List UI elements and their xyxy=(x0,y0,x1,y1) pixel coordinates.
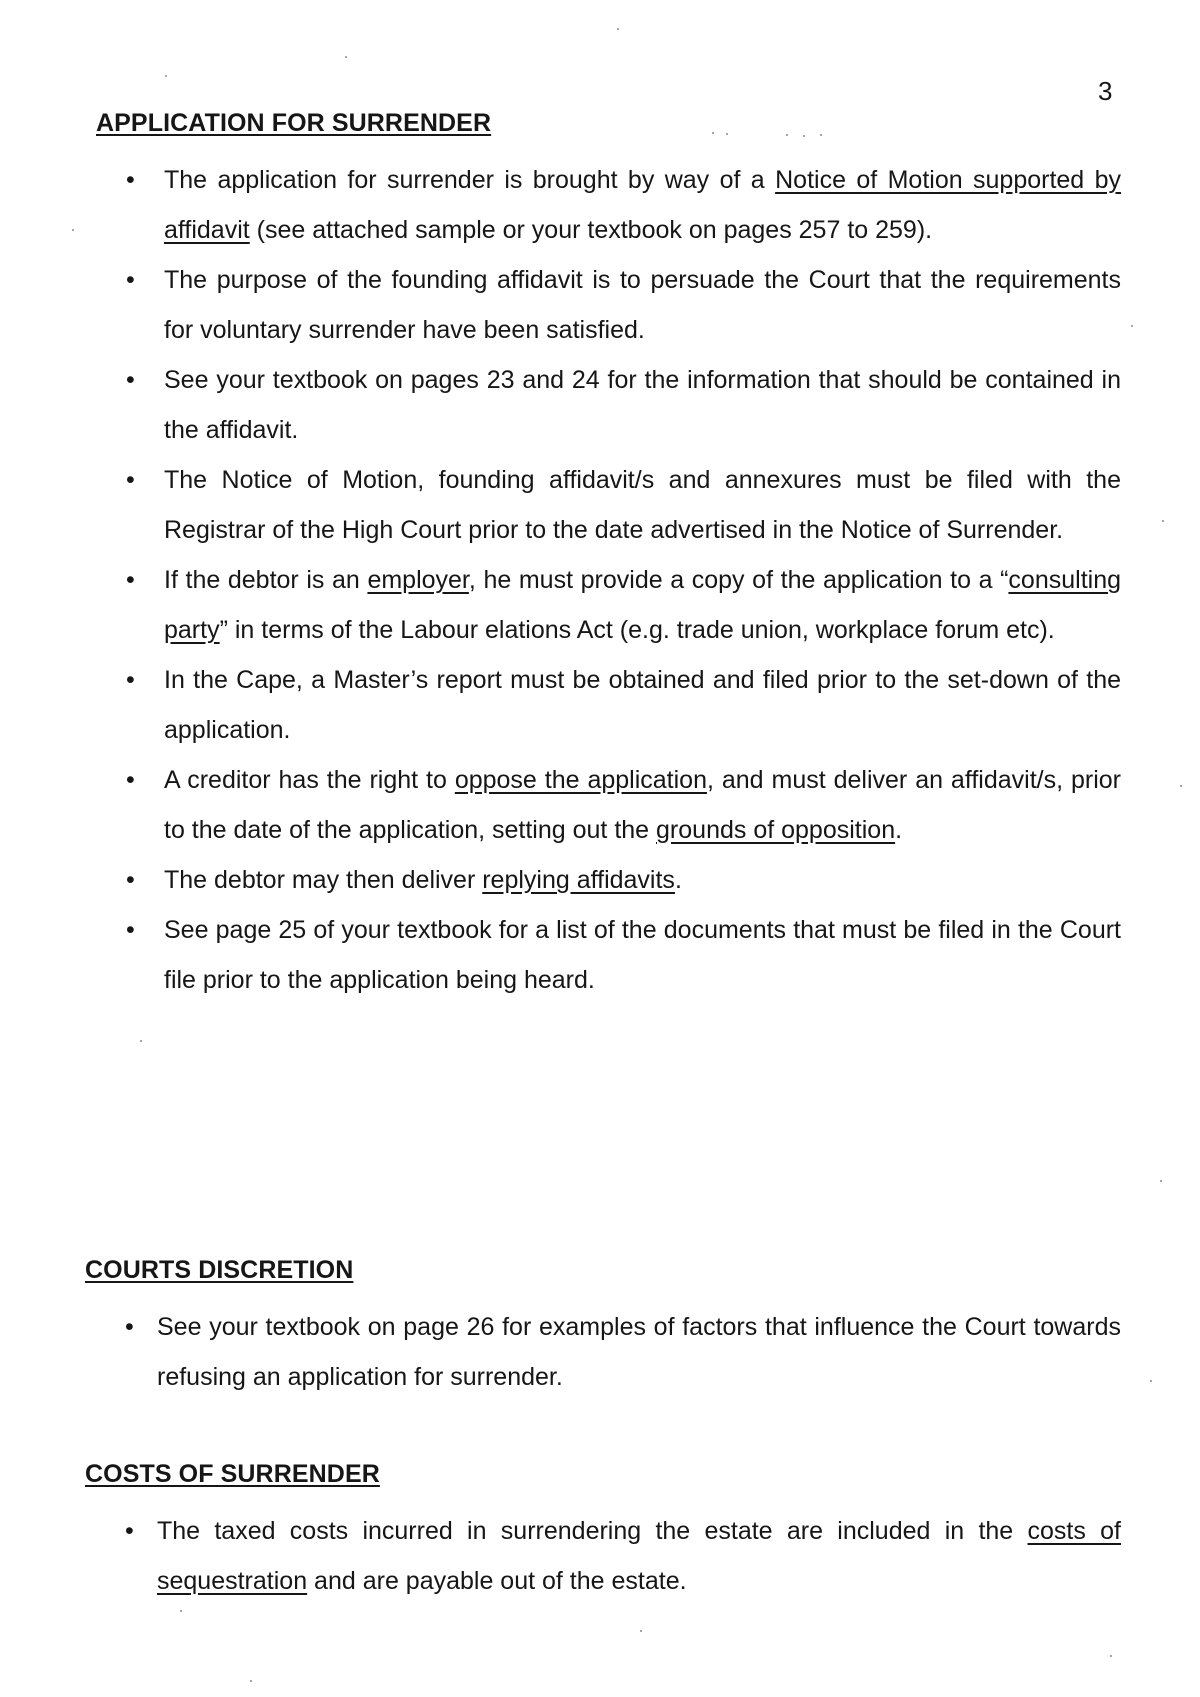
bullet-dot-icon: • xyxy=(125,1313,134,1341)
bullet-item xyxy=(96,355,1121,455)
bullet-item xyxy=(85,1506,1121,1606)
bullet-dot-icon: • xyxy=(126,766,135,794)
bullet-text: The purpose of the founding affidavit is to persuade the Court that the requirements for voluntary surrender have been satisfied. xyxy=(164,266,1121,344)
page-number: 3 xyxy=(1098,76,1113,106)
bullet-dot-icon: • xyxy=(126,366,135,394)
bullet-text: The taxed costs incurred in surrendering the estate are included in the xyxy=(157,1517,1028,1545)
bullet-dot-icon: • xyxy=(126,466,135,494)
bullet-text: . xyxy=(674,866,682,894)
underlined-text: consulting party xyxy=(164,566,1121,644)
underlined-text: costs of sequestration xyxy=(157,1517,1121,1595)
bullet-text: The Notice of Motion, founding affidavit/s and annexures must be filed with the Registrar of the High Court prior to the date advertised in the Notice of Surrender. xyxy=(164,466,1121,544)
bullet-item xyxy=(96,255,1121,355)
bullet-text: The application for surrender is brought by way of a xyxy=(164,166,776,194)
bullet-text: ” in terms of the Labour elations Act (e.g. trade union, workplace forum etc). xyxy=(219,616,1055,644)
underlined-text: grounds of opposition xyxy=(656,816,896,844)
bullet-text: (see attached sample or your textbook on pages 257 to 259). xyxy=(249,216,933,244)
section-courts-discretion xyxy=(85,1255,1121,1402)
bullet-item xyxy=(96,455,1121,555)
bullet-text: If the debtor is an xyxy=(164,566,368,594)
bullet-text: , he must provide a copy of the application to a “ xyxy=(468,566,1009,594)
underlined-text: replying affidavits xyxy=(482,866,675,894)
underlined-text: oppose the application xyxy=(454,766,707,794)
bullet-dot-icon: • xyxy=(126,916,135,944)
bullet-item xyxy=(96,555,1121,655)
underlined-text: Notice of Motion supported by affidavit xyxy=(164,166,1121,244)
bullet-item xyxy=(96,905,1121,1005)
bullet-dot-icon: • xyxy=(126,166,135,194)
bullet-list xyxy=(96,155,1121,1005)
bullet-dot-icon: • xyxy=(125,1517,134,1545)
bullet-item xyxy=(96,755,1121,855)
bullet-dot-icon: • xyxy=(126,866,135,894)
bullet-text: The debtor may then deliver xyxy=(164,866,483,894)
bullet-dot-icon: • xyxy=(126,266,135,294)
bullet-list xyxy=(85,1506,1121,1606)
bullet-list xyxy=(85,1302,1121,1402)
section-heading: APPLICATION FOR SURRENDER xyxy=(96,109,492,137)
bullet-dot-icon: • xyxy=(126,666,135,694)
bullet-item xyxy=(96,155,1121,255)
bullet-item xyxy=(96,855,1121,905)
bullet-text: . xyxy=(895,816,903,844)
underlined-text: employer xyxy=(367,566,469,594)
bullet-text: A creditor has the right to xyxy=(164,766,455,794)
section-heading: COURTS DISCRETION xyxy=(85,1256,354,1284)
bullet-text: In the Cape, a Master’s report must be obtained and filed prior to the set-down of the application. xyxy=(164,666,1121,744)
section-heading: COSTS OF SURRENDER xyxy=(85,1460,380,1488)
bullet-dot-icon: • xyxy=(126,566,135,594)
bullet-item xyxy=(96,655,1121,755)
bullet-text: and are payable out of the estate. xyxy=(307,1567,687,1595)
bullet-text: See page 25 of your textbook for a list of the documents that must be filed in the Court file prior to the application being heard. xyxy=(164,916,1121,994)
bullet-item xyxy=(85,1302,1121,1402)
bullet-text: See your textbook on pages 23 and 24 for the information that should be contained in the affidavit. xyxy=(164,366,1121,444)
bullet-text: , and must deliver an affidavit/s, prior to the date of the application, setting out the xyxy=(164,766,1121,844)
section-application-for-surrender xyxy=(96,108,1121,1005)
bullet-text: See your textbook on page 26 for examples of factors that influence the Court towards refusing an application for surrender. xyxy=(157,1313,1121,1391)
section-costs-of-surrender xyxy=(85,1459,1121,1606)
